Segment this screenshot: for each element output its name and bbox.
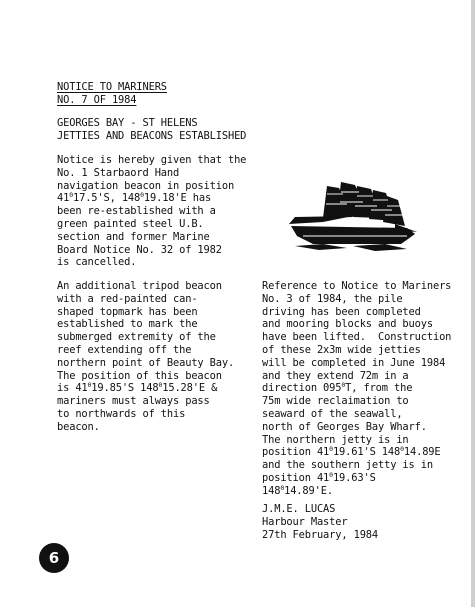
paragraph-tripod-beacon <box>57 280 234 434</box>
text-line: and the southern jetty is in <box>262 459 433 472</box>
text-line: with a red-painted can- <box>57 292 198 305</box>
text-line: beacon. <box>57 420 100 433</box>
paragraph-jetties <box>262 280 451 498</box>
text-line: is cancelled. <box>57 256 137 269</box>
text-line: reef extending off the <box>57 343 192 356</box>
text-line: green painted steel U.B. <box>57 217 204 230</box>
text-line: position $41^019.61'S$ $148^014.89E$ <box>262 445 441 459</box>
signature-block <box>262 503 378 541</box>
text-line: shaped topmark has been <box>57 305 198 318</box>
text-line: position $41^019.63'S$ <box>262 470 376 484</box>
text-line: will be completed in June 1984 <box>262 356 446 369</box>
text-line: been re-established with a <box>57 205 216 218</box>
text-line: northern point of Beauty Bay. <box>57 356 235 369</box>
text-line: driving has been completed <box>262 305 421 318</box>
text-line: of these 2x3m wide jetties <box>262 343 421 356</box>
text-line: submerged extremity of the <box>57 331 216 344</box>
text-line: to northwards of this <box>57 407 186 420</box>
paragraph-beacon-reestablished <box>57 154 246 269</box>
text-line: have been lifted. Construction <box>262 331 452 344</box>
text-line: $148^014.89'E$. <box>262 483 333 497</box>
notice-subject: JETTIES AND BEACONS ESTABLISHED <box>57 130 247 142</box>
text-line: 75m wide reclaimation to <box>262 395 409 408</box>
signature-date: 27th February, 1984 <box>262 528 379 541</box>
text-line: seaward of the seawall, <box>262 407 403 420</box>
text-line: mariners must always pass <box>57 395 210 408</box>
right-edge-shadow <box>471 0 475 607</box>
text-line: The position of this beacon <box>57 369 222 382</box>
text-line: An additional tripod beacon <box>57 280 222 292</box>
signatory-name: J.M.E. LUCAS <box>262 503 336 515</box>
text-line: No. 1 Starbaord Hand <box>57 166 180 179</box>
text-line: navigation beacon in position <box>57 179 235 192</box>
text-line: The northern jetty is in <box>262 433 409 446</box>
notice-heading: NOTICE TO MARINERS <box>57 81 167 93</box>
text-line: and mooring blocks and buoys <box>262 318 433 331</box>
notice-number: NO. 7 OF 1984 <box>57 94 137 106</box>
text-line: direction $095^0T$, from the <box>262 381 413 395</box>
sailing-ship-icon <box>283 180 419 258</box>
text-line: No. 3 of 1984, the pile <box>262 292 403 305</box>
page-number-badge: 6 <box>39 543 69 573</box>
text-line: Reference to Notice to Mariners <box>262 280 452 292</box>
signatory-title: Harbour Master <box>262 515 348 528</box>
text-line: section and former Marine <box>57 230 210 243</box>
text-line: north of Georges Bay Wharf. <box>262 420 427 433</box>
text-line: is $41^019.85'S$ $148^015.28'E$ & <box>57 381 218 395</box>
notice-location: GEORGES BAY - ST HELENS <box>57 117 198 129</box>
text-line: and they extend 72m in a <box>262 369 409 382</box>
text-line: Notice is hereby given that the <box>57 154 247 166</box>
text-line: Board Notice No. 32 of 1982 <box>57 243 222 256</box>
text-line: established to mark the <box>57 318 198 331</box>
text-line: $41^017.5'S$, $148^019.18'E$ has <box>57 191 212 205</box>
